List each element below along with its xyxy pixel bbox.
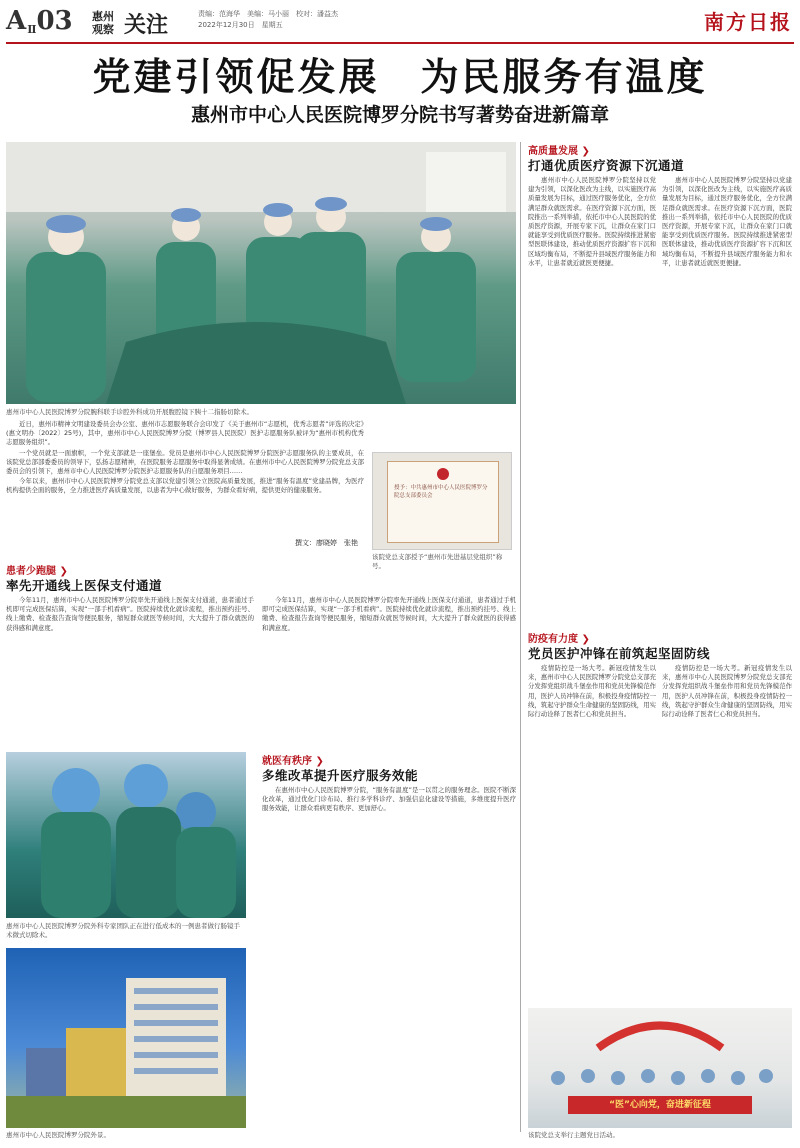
section-name: 惠州 观察 xyxy=(92,10,114,36)
building-illustration xyxy=(6,948,246,1128)
section-label-quality: 高质量发展 ❯ xyxy=(528,142,590,157)
certificate-caption: 该院党总支部授予“惠州市先进基层党组织”称号。 xyxy=(372,553,503,570)
payment-text-continued: 今年11月，惠州市中心人民医院博罗分院率先开通线上医保支付通道，患者通过手机即可完成医保结算，实现“一部手机看病”。医院持续优化就诊流程，推出预约挂号、线上缴费、检查报告查询等便民服务，缩短群众就医等候时间，大大提升了群众就医的获得感和满意度。 xyxy=(262,596,516,632)
party-emblem-icon xyxy=(437,468,449,480)
section-title-quality: 打通优质医疗资源下沉通道 xyxy=(528,158,685,173)
section-title-payment: 率先开通线上医保支付通道 xyxy=(6,578,163,593)
page-number: AⅡ03 xyxy=(6,6,73,36)
headline: 党建引领促发展 为民服务有温度 xyxy=(92,54,708,99)
epidemic-text-col2: 疫情防控是一场大考。新冠疫情发生以来，惠州市中心人民医院博罗分院党总支部充分发挥党组织战斗堡垒作用和党员先锋模范作用，医护人员冲锋在前，积极投身疫情防控一线，筑起守护群众生命健康的坚固防线，用实际行动诠释了医者仁心和党员担当。 xyxy=(662,664,792,719)
payment-text: 今年11月，惠州市中心人民医院博罗分院率先开通线上医保支付通道，患者通过手机即可完成医保结算，实现“一部手机看病”。医院持续优化就诊流程，推出预约挂号、线上缴费、检查报告查询等便民服务，缩短群众就医等候时间，大大提升了群众就医的获得感和满意度。 xyxy=(6,596,254,632)
byline: 撰文：廖晓婷 张艳 xyxy=(295,539,358,547)
building-photo xyxy=(6,948,246,1128)
section-label-service: 就医有秩序 ❯ xyxy=(262,752,324,767)
service-text: 在惠州市中心人民医院博罗分院，“服务有温度”是一以贯之的服务理念。医院不断深化改革，通过优化门诊布局、推行多学科诊疗、加强信息化建设等措施，多维度提升医疗服务效能，让群众看病更有秩序、更加舒心。 xyxy=(262,786,516,813)
section-title-epidemic: 党员医护冲锋在前筑起坚固防线 xyxy=(528,646,711,661)
surgeons-illustration xyxy=(6,142,516,404)
certificate-photo xyxy=(372,452,512,550)
main-surgery-photo xyxy=(6,142,516,404)
section-title-service: 多维改革提升医疗服务效能 xyxy=(262,768,419,783)
surgery-caption: 惠州市中心人民医院博罗分院外科专家团队正在进行低成本的一例患者做行肠镜手术微式切除术。 xyxy=(6,922,240,939)
column-divider xyxy=(520,142,521,1132)
section-title: 关注 xyxy=(124,12,169,38)
newspaper-logo: 南方日报 xyxy=(704,10,792,34)
subheadline: 惠州市中心人民医院博罗分院书写著势奋进新篇章 xyxy=(190,104,609,126)
quality-text-col2: 惠州市中心人民医院博罗分院坚持以党建为引领，以深化医改为主线，以实施医疗高质量发展为目标，通过医疗服务优化，全方位满足群众就医需求。在医疗资源下沉方面，医院推出一系列举措，依托市中心人民医院的优质医疗资源，开展专家下沉，让群众在家门口就能享受到优质医疗服务。医院持续推进紧密型医联体建设，推动优质医疗资源扩容下沉和区域均衡布局，不断提升县域医疗服务能力和水平，让患者就近就医更便捷。 xyxy=(662,176,792,267)
building-caption: 惠州市中心人民医院博罗分院外景。 xyxy=(6,1131,110,1139)
editor-meta: 责编：范海华 美编：马小丽 校对：潘益杰 2022年12月30日 星期五 xyxy=(198,10,338,29)
surgeons-illustration-2 xyxy=(6,752,246,918)
banner-text: “医”心向党，奋进新征程 xyxy=(609,1100,711,1110)
banner-photo xyxy=(528,1008,792,1128)
section-label-epidemic: 防疫有力度 ❯ xyxy=(528,630,590,645)
intro-text: 近日，惠州市精神文明建设委员会办公室、惠州市志愿服务联合会印发了《关于惠州市“志愿机，优秀志愿者”评选的决定》(惠文明办〔2022〕25号)，其中，惠州市中心人民医院博罗分院（博罗县人民医院）医护志愿服务队被评为“惠州市机构优秀志愿服务组织”。 一个党员就是一面旗帜，一个党支部就是一座堡垒。党员是惠州市中心人民医院博罗分院医护志愿服务队的主要成员，在该院党总部部委委员的领导下，弘扬志愿精神，在医院服务志愿服务中取得显著成绩。在惠州市中心人民医院博罗分院党总支部委员会的引领下，惠州市中心人民医院博罗分院医护志愿服务队的自愿服务项目…… 今年以来，惠州市中心人民医院博罗分院党总支部以党建引领公立医院高质量发展，推进“服务有温度”党建品牌，为医疗机构提供全面的服务，全力推进医疗高质量发展，以患者为中心做好服务，为群众看好病，提供更好的健康服务。 xyxy=(6,420,364,495)
main-photo-caption: 惠州市中心人民医院博罗分院腕科联手诊腔外科成功开展腹腔镜下胰十二指肠切除术。 xyxy=(6,408,253,416)
banner-caption: 该院党总支举行主题党日活动。 xyxy=(528,1131,619,1139)
quality-text: 惠州市中心人民医院博罗分院坚持以党建为引领，以深化医改为主线，以实施医疗高质量发展为目标，通过医疗服务优化，全方位满足群众就医需求。在医疗资源下沉方面，医院推出一系列举措，依托市中心人民医院的优质医疗资源，开展专家下沉，让群众在家门口就能享受到优质医疗服务。医院持续推进紧密型医联体建设，推动优质医疗资源扩容下沉和区域均衡布局，不断提升县域医疗服务能力和水平，让患者就近就医更便捷。 xyxy=(528,176,656,267)
section-label-payment: 患者少跑腿 ❯ xyxy=(6,562,68,577)
header-rule xyxy=(6,42,794,44)
surgery-photo xyxy=(6,752,246,918)
epidemic-text: 疫情防控是一场大考。新冠疫情发生以来，惠州市中心人民医院博罗分院党总支部充分发挥党组织战斗堡垒作用和党员先锋模范作用，医护人员冲锋在前，积极投身疫情防控一线，筑起守护群众生命健康的坚固防线，用实际行动诠释了医者仁心和党员担当。 xyxy=(528,664,656,719)
certificate-text: 授予：中共惠州市中心人民医院博罗分院总支部委员会 xyxy=(394,485,488,499)
